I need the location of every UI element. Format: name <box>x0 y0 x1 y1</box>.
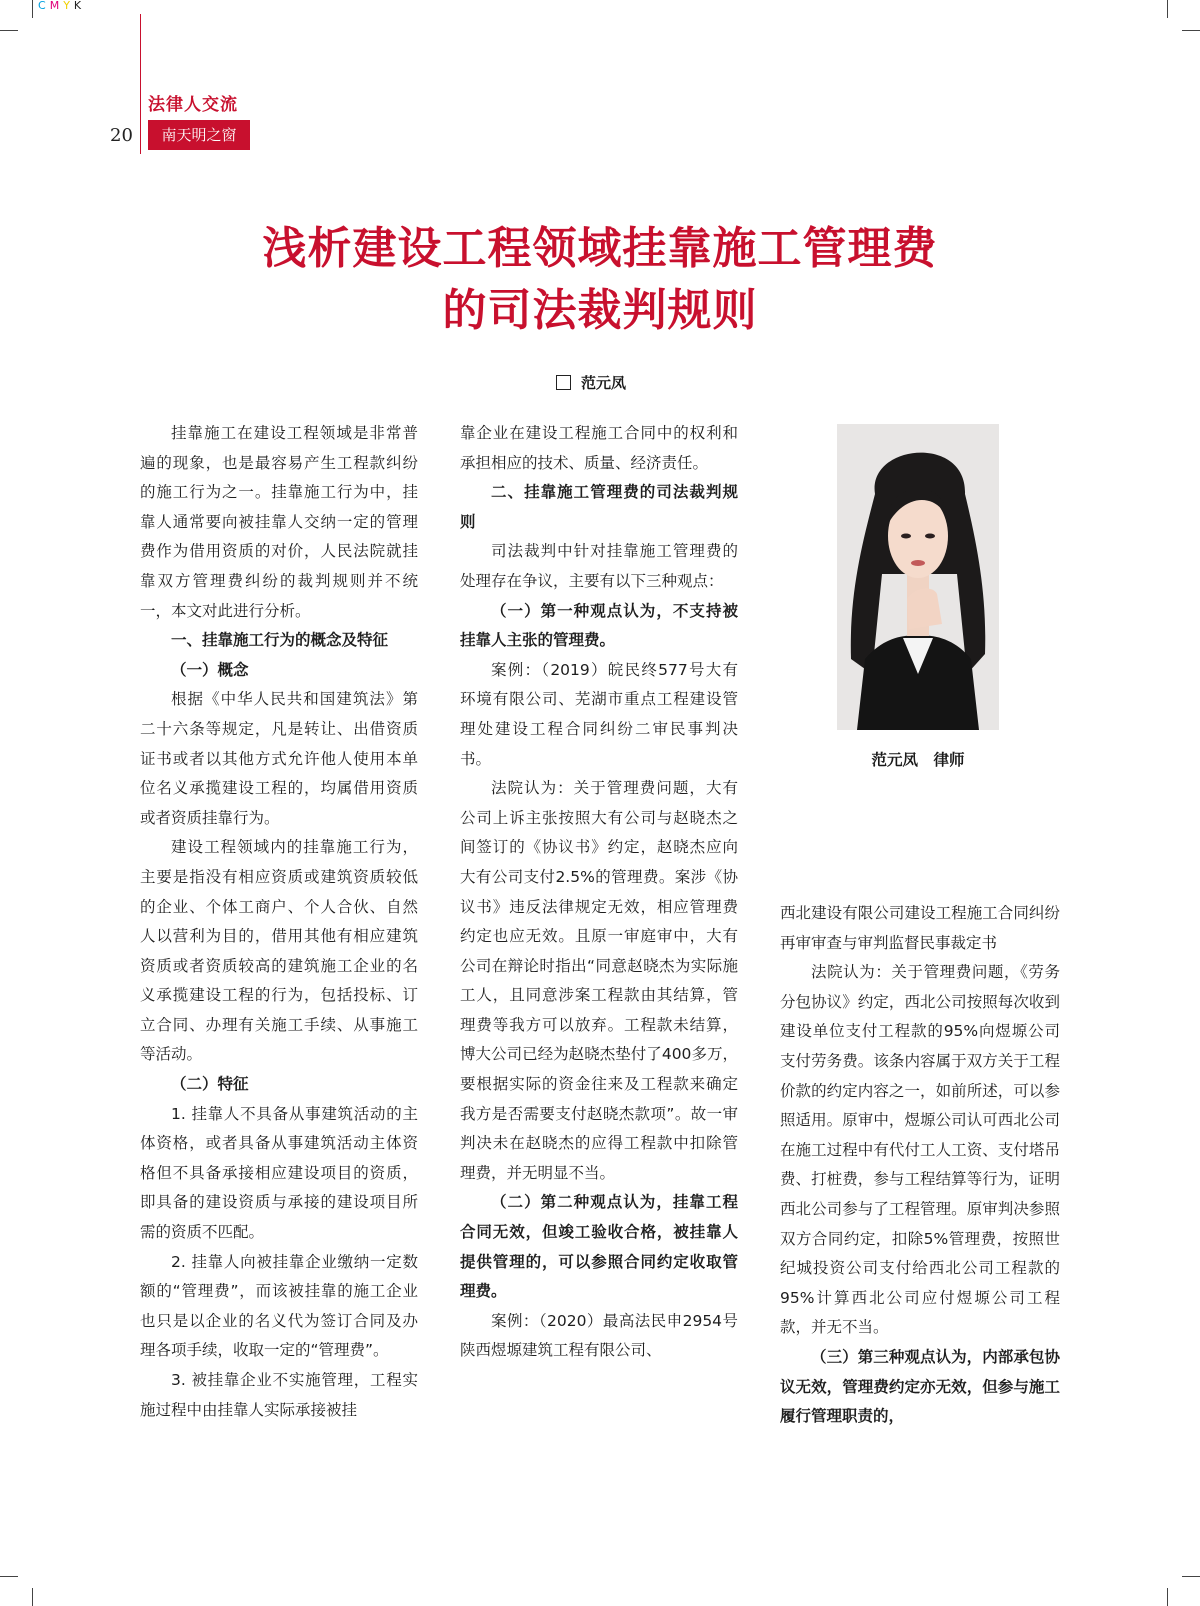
crop-mark <box>1167 0 1168 18</box>
cmyk-c: C <box>38 0 50 12</box>
paragraph: 靠企业在建设工程施工合同中的权利和承担相应的技术、质量、经济责任。 <box>460 424 738 472</box>
portrait-illustration <box>837 424 999 730</box>
paragraph: 法院认为：关于管理费问题，《劳务分包协议》约定，西北公司按照每次收到建设单位支付工程款的95%向煜塬公司支付劳务费。该条内容属于双方关于工程价款的约定内容之一，如前所述，可以参照适用。原审中，煜塬公司认可西北公司在施工过程中有代付工人工资、支付塔吊费、打桩费，参与工程结算等行为，证明西北公司参与了工程管理。原审判决参照双方合同约定，扣除5%管理费，按照世纪城投资公司支付给西北公司工程款的95%计算西北公司应付煜塬公司工程款，并无不当。 <box>780 963 1060 1337</box>
crop-mark <box>0 1576 18 1577</box>
author-name: 范元凤 <box>581 374 627 392</box>
crop-mark <box>0 30 18 31</box>
body-column-2 <box>460 419 738 1366</box>
paragraph: 2. 挂靠人向被挂靠企业缴纳一定数额的“管理费”，而该被挂靠的施工企业也只是以企业的名义代为签订合同及办理各项手续，收取一定的“管理费”。 <box>140 1252 418 1360</box>
crop-mark <box>32 1588 33 1606</box>
crop-mark <box>1167 1588 1168 1606</box>
section-heading: （三）第三种观点认为，内部承包协议无效，管理费约定亦无效，但参与施工履行管理职责的， <box>780 1347 1060 1426</box>
author-byline <box>556 372 626 393</box>
cmyk-k: K <box>73 0 86 12</box>
paragraph: 3. 被挂靠企业不实施管理，工程实施过程中由挂靠人实际承接被挂 <box>140 1371 418 1419</box>
column-tag: 南天明之窗 <box>148 120 250 150</box>
section-heading: 二、挂靠施工管理费的司法裁判规则 <box>460 483 738 531</box>
header-rule <box>140 14 141 154</box>
paragraph: 建设工程领域内的挂靠施工行为，主要是指没有相应资质或建筑资质较低的企业、个体工商户、个人合伙、自然人以营利为目的，借用其他有相应建筑资质或者资质较高的建筑施工企业的名义承揽建设工程的行为，包括投标、订立合同、办理有关施工手续、从事施工等活动。 <box>140 838 418 1064</box>
section-heading: （二）第二种观点认为，挂靠工程合同无效，但竣工验收合格，被挂靠人提供管理的，可以参照合同约定收取管理费。 <box>460 1193 738 1301</box>
paragraph: 西北建设有限公司建设工程施工合同纠纷再审审查与审判监督民事裁定书 <box>780 904 1060 952</box>
section-heading: 一、挂靠施工行为的概念及特征 <box>171 631 389 650</box>
crop-mark <box>1182 30 1200 31</box>
paragraph: 案例：（2019）皖民终577号大有环境有限公司、芜湖市重点工程建设管理处建设工程合同纠纷二审民事判决书。 <box>460 660 738 768</box>
author-photo <box>837 424 999 730</box>
paragraph: 挂靠施工在建设工程领域是非常普遍的现象，也是最容易产生工程款纠纷的施工行为之一。挂靠施工行为中，挂靠人通常要向被挂靠人交纳一定的管理费作为借用资质的对价，人民法院就挂靠双方管理费纠纷的裁判规则并不统一，本文对此进行分析。 <box>140 424 418 620</box>
title-line-1: 浅析建设工程领域挂靠施工管理费 <box>262 223 938 274</box>
cmyk-y: Y <box>63 0 74 12</box>
section-heading: （二）特征 <box>171 1075 249 1094</box>
section-heading: （一）第一种观点认为，不支持被挂靠人主张的管理费。 <box>460 601 738 650</box>
section-label: 法律人交流 <box>148 95 238 115</box>
page-number: 20 <box>110 125 133 146</box>
paragraph: 1. 挂靠人不具备从事建筑活动的主体资格，或者具备从事建筑活动主体资格但不具备承接相应建设项目的资质，即具备的建设资质与承接的建设项目所需的资质不匹配。 <box>140 1104 418 1242</box>
article-title <box>0 218 1200 342</box>
crop-mark <box>32 0 33 18</box>
body-column-1 <box>140 419 418 1425</box>
paragraph: 法院认为：关于管理费问题，大有公司上诉主张按照大有公司与赵晓杰之间签订的《协议书》约定，赵晓杰应向大有公司支付2.5%的管理费。案涉《协议书》违反法律规定无效，相应管理费约定也应无效。且原一审庭审中，大有公司在辩论时指出“同意赵晓杰为实际施工人，且同意涉案工程款由其结算，管理费等我方可以放弃。工程款未结算，博大公司已经为赵晓杰垫付了400多万，要根据实际的资金往来及工程款来确定我方是否需要支付赵晓杰款项”。故一审判决未在赵晓杰的应得工程款中扣除管理费，并无明显不当。 <box>460 779 738 1182</box>
square-icon <box>556 375 571 390</box>
crop-mark <box>1182 1576 1200 1577</box>
paragraph: 案例：（2020）最高法民申2954号陕西煜塬建筑工程有限公司、 <box>460 1311 738 1360</box>
cmyk-m: M <box>49 0 64 12</box>
section-heading: （一）概念 <box>171 660 249 679</box>
paragraph: 司法裁判中针对挂靠施工管理费的处理存在争议，主要有以下三种观点： <box>460 542 738 590</box>
paragraph: 根据《中华人民共和国建筑法》第二十六条等规定，凡是转让、出借资质证书或者以其他方式允许他人使用本单位名义承揽建设工程的，均属借用资质或者资质挂靠行为。 <box>140 690 418 827</box>
cmyk-marker <box>38 0 85 12</box>
photo-caption: 范元凤 律师 <box>871 751 965 769</box>
body-column-3 <box>780 899 1060 1432</box>
title-line-2: 的司法裁判规则 <box>442 285 758 336</box>
